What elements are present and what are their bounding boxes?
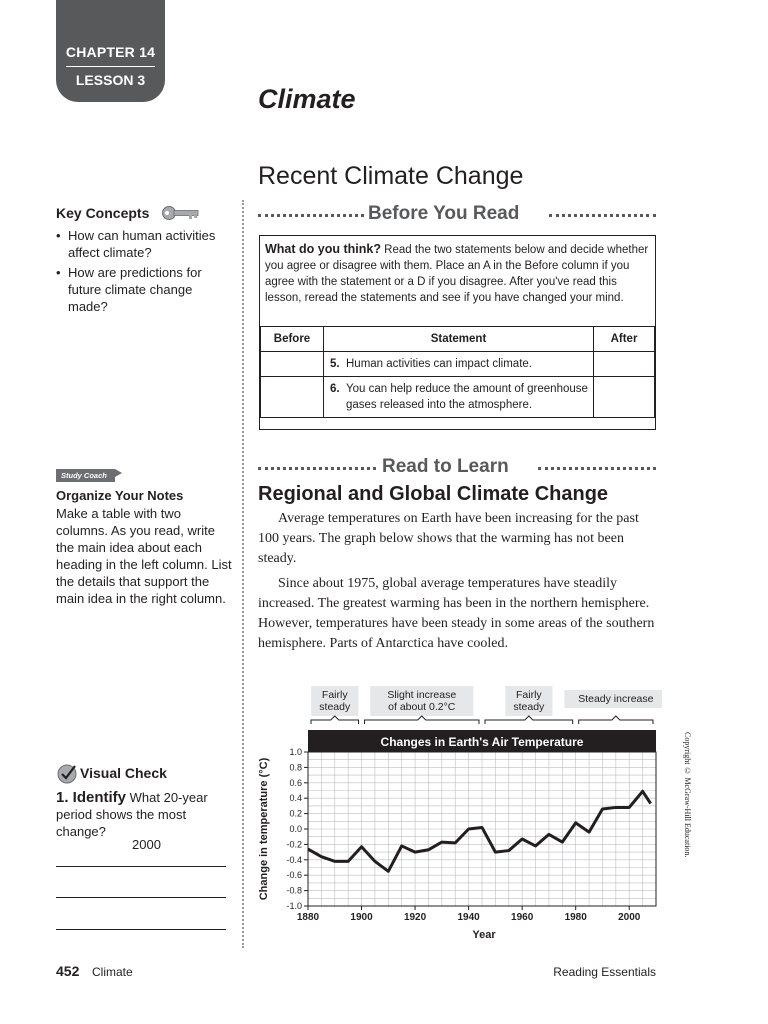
y-tick-label: 0.8 <box>289 762 302 773</box>
annotation-bracket <box>311 716 359 724</box>
think-body: Read the two statements below and decide whether you agree or disagree with them. Place an A in the Before column if you agree with the statement or a D if you disagree. After you've read this lesson, reread the statements and see if you have changed your mind. <box>265 244 649 304</box>
y-axis-label: Change in temperature (°C) <box>258 757 270 901</box>
study-coach-label: Study Coach <box>56 469 115 482</box>
answer-line[interactable] <box>56 929 226 930</box>
checkmark-icon <box>56 762 78 784</box>
y-tick-label: 0.2 <box>289 808 302 819</box>
tab-divider <box>66 66 155 67</box>
table-row <box>261 377 655 418</box>
x-axis-label: Year <box>472 929 496 941</box>
annotation-label: steady <box>319 701 351 713</box>
key-concepts-list <box>56 227 231 318</box>
y-tick-label: -0.4 <box>286 854 302 865</box>
y-tick-label: -0.8 <box>286 885 302 896</box>
key-concept-item: • How can human activities affect climate? <box>56 227 231 261</box>
think-instructions <box>265 241 650 306</box>
y-tick-label: 0.6 <box>289 777 302 788</box>
section-heading: Regional and Global Climate Change <box>258 483 609 505</box>
read-to-learn-banner <box>258 456 656 480</box>
y-tick-label: 0.0 <box>289 824 302 834</box>
lesson-title: Climate <box>258 84 356 114</box>
annotation-label: Fairly <box>321 689 348 701</box>
chapter-label: CHAPTER 14 <box>65 44 156 60</box>
annotation-label: Slight increase <box>387 689 457 701</box>
study-coach-tag <box>56 465 123 483</box>
statement-header: Statement <box>324 327 594 352</box>
before-header: Before <box>261 327 324 352</box>
answer-text[interactable]: 2000 <box>132 837 161 852</box>
key-concept-item: • How are predictions for future climate change made? <box>56 264 231 315</box>
think-lead: What do you think? <box>265 242 381 256</box>
y-tick-label: 1.0 <box>289 747 302 757</box>
after-header: After <box>594 327 655 352</box>
key-concepts-title: Key Concepts <box>56 205 150 221</box>
lesson-label: LESSON 3 <box>75 72 146 88</box>
y-tick-label: -0.6 <box>286 870 302 881</box>
visual-check-title: Visual Check <box>80 765 167 781</box>
after-cell[interactable] <box>594 377 655 418</box>
answer-line[interactable] <box>56 897 226 898</box>
x-tick-label: 1920 <box>403 912 427 923</box>
identify-question <box>56 789 236 840</box>
y-tick-label: -1.0 <box>286 901 302 911</box>
identify-lead: 1. Identify <box>56 789 127 806</box>
footer-book: Reading Essentials <box>553 965 656 979</box>
annotation-bracket <box>485 716 573 724</box>
paragraph: Average temperatures on Earth have been increasing for the past 100 years. The graph below shows that the warming has not been steady. <box>258 511 639 566</box>
annotation-label: of about 0.2°C <box>388 701 456 713</box>
y-tick-label: 0.4 <box>289 793 302 804</box>
before-cell[interactable] <box>261 352 324 377</box>
annotation-label: Steady increase <box>578 693 654 705</box>
annotation-bracket <box>579 716 653 724</box>
before-you-read-banner <box>258 203 656 227</box>
arrow-right-icon <box>115 468 123 478</box>
paragraph: Since about 1975, global average temperatures have steadily increased. The greatest warming has been in the northern hemisphere. However, temperatures have been steady in some areas of the southern hemisphere. Parts of Antarctica have cooled. <box>258 576 655 651</box>
copyright-text: Copyright © McGraw-Hill Education. <box>683 732 692 858</box>
y-tick-label: -0.2 <box>286 839 302 850</box>
identify-text: What 20-year period shows the most change? <box>56 790 208 839</box>
x-tick-label: 1980 <box>564 912 587 923</box>
temperature-chart <box>252 684 662 944</box>
lesson-subtitle: Recent Climate Change <box>258 162 524 190</box>
x-tick-label: 1900 <box>350 912 373 923</box>
x-tick-label: 1880 <box>296 912 320 923</box>
before-you-read-title: Before You Read <box>368 203 520 224</box>
annotation-label: steady <box>513 701 545 713</box>
read-to-learn-title: Read to Learn <box>382 456 509 477</box>
organize-notes-title: Organize Your Notes <box>56 488 184 503</box>
footer-lesson: Climate <box>92 965 133 979</box>
answer-line[interactable] <box>56 866 226 867</box>
what-do-you-think-box <box>259 235 656 430</box>
statement-cell: 6. You can help reduce the amount of greenhouse gases released into the atmosphere. <box>324 377 594 418</box>
x-tick-label: 1940 <box>457 912 480 923</box>
after-cell[interactable] <box>594 352 655 377</box>
statement-table <box>260 326 655 418</box>
annotation-bracket <box>365 716 479 724</box>
organize-notes-body: Make a table with two columns. As you read, write the main idea about each heading in the left column. List the details that support the main idea in the right column. <box>56 506 232 606</box>
table-row <box>261 352 655 377</box>
column-divider <box>242 200 244 948</box>
before-cell[interactable] <box>261 377 324 418</box>
key-icon <box>161 205 201 221</box>
chart-title: Changes in Earth's Air Temperature <box>380 735 584 749</box>
x-tick-label: 2000 <box>618 912 641 923</box>
chapter-tab <box>56 0 165 102</box>
statement-cell: 5. Human activities can impact climate. <box>324 352 594 377</box>
annotation-label: Fairly <box>516 689 542 701</box>
page-number: 452 <box>56 963 80 979</box>
x-tick-label: 1960 <box>511 912 534 923</box>
